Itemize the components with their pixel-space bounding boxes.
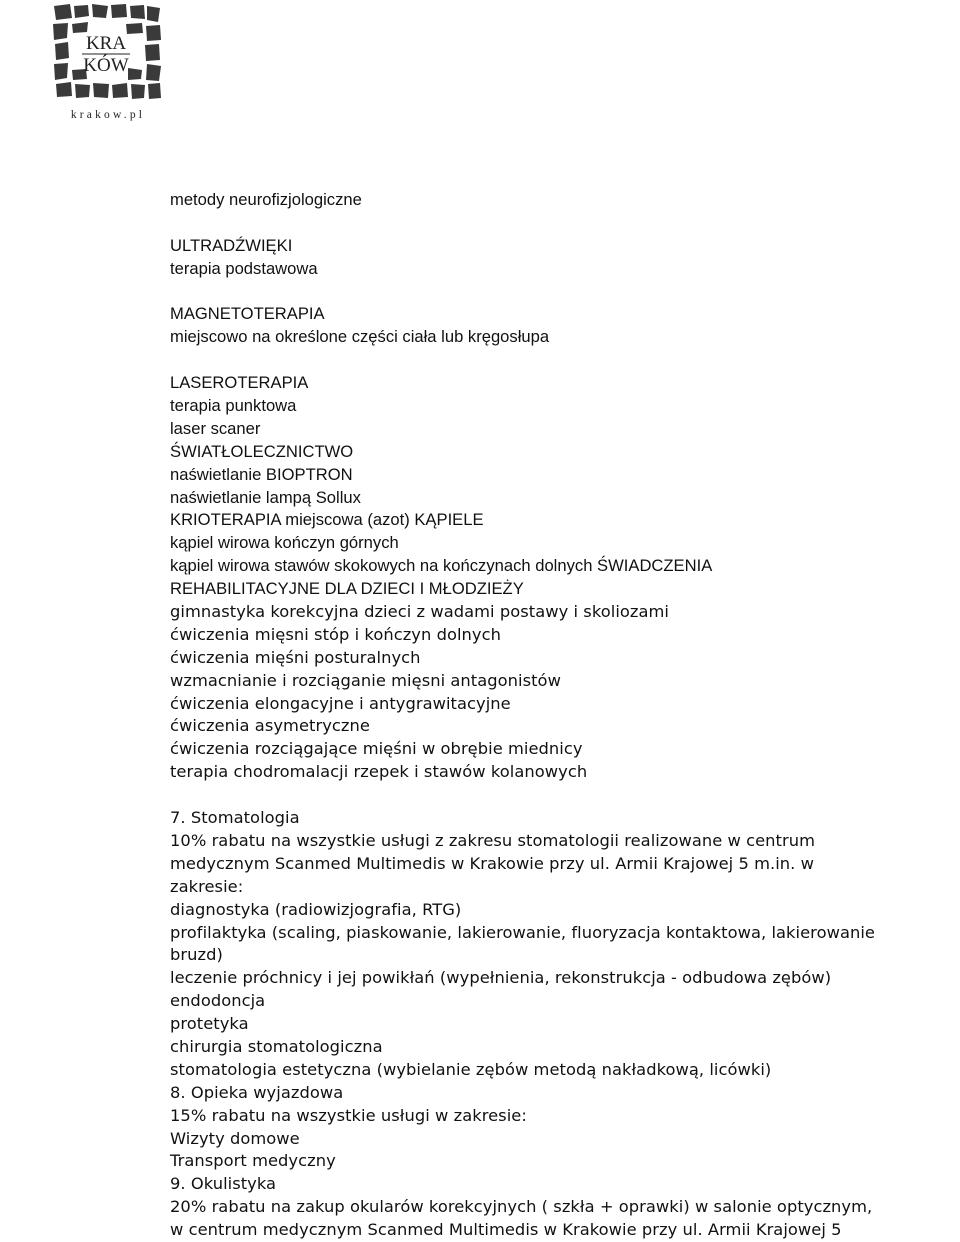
text-line-wzmacnianie-i-rozcia-ganie-mie-sni-antag: wzmacnianie i rozciąganie mięsni antagonistów [170, 670, 561, 690]
text-line-8-opieka-wyjazdowa: 8. Opieka wyjazdowa [170, 1082, 344, 1102]
document-body [170, 189, 960, 1242]
text-line-magnetoterapia: MAGNETOTERAPIA [170, 304, 325, 324]
text-line-20-rabatu-na-zakup-okularo-w-korekcyjnyc: 20% rabatu na zakup okularów korekcyjnych ( szkła + oprawki) w salonie optycznym, [170, 1197, 873, 1217]
text-line-wizyty-domowe: Wizyty domowe [170, 1128, 300, 1148]
text-line-stomatologia-estetyczna-wybielanie-ze-bo: stomatologia estetyczna (wybielanie zębów metodą nakładkową, licówki) [170, 1059, 772, 1079]
text-line-w-centrum-medycznym-scanmed-multimedis-w: w centrum medycznym Scanmed Multimedis w Krakowie przy ul. Armii Krajowej 5 [170, 1220, 842, 1240]
text-line-ka-piel-wirowa-kon-czyn-go-rnych: kąpiel wirowa kończyn górnych [170, 533, 399, 553]
text-line-rehabilitacyjne-dla-dzieci-i-m-odziez-y: REHABILITACYJNE DLA DZIECI I MŁODZIEŻY [170, 579, 524, 599]
text-line-krioterapia-miejscowa-azot-ka-piele: KRIOTERAPIA miejscowa (azot) KĄPIELE [170, 510, 484, 530]
text-line-c-wiczenia-rozcia-gaja-ce-mie-s-ni-w-obr: ćwiczenia rozciągające mięśni w obrębie miednicy [170, 739, 583, 759]
text-line-leczenie-pro-chnicy-i-jej-powik-an-wype-: leczenie próchnicy i jej powikłań (wypełnienia, rekonstrukcja - odbudowa zębów) [170, 968, 832, 988]
blank-line [170, 281, 960, 304]
text-line-laseroterapia: LASEROTERAPIA [170, 373, 309, 393]
text-line-diagnostyka-radiowizjografia-rtg: diagnostyka (radiowizjografia, RTG) [170, 899, 462, 919]
logo-text-top: KRA [85, 33, 127, 54]
blank-line [170, 784, 960, 807]
blank-line [170, 349, 960, 372]
text-line-terapia-chodromalacji-rzepek-i-stawo-w-k: terapia chodromalacji rzepek i stawów kolanowych [170, 762, 588, 782]
text-line-nas-wietlanie-lampa-sollux: naświetlanie lampą Sollux [170, 487, 361, 507]
text-line-9-okulistyka: 9. Okulistyka [170, 1174, 277, 1194]
logo-text-bottom: KÓW [83, 55, 129, 76]
text-line-7-stomatologia: 7. Stomatologia [170, 808, 300, 828]
text-line-protetyka: protetyka [170, 1014, 249, 1034]
text-line-profilaktyka-scaling-piaskowanie-lakiero: profilaktyka (scaling, piaskowanie, lakierowanie, fluoryzacja kontaktowa, lakierowanie [170, 922, 875, 942]
text-line-15-rabatu-na-wszystkie-us-ugi-w-zakresie: 15% rabatu na wszystkie usługi w zakresie: [170, 1105, 527, 1125]
text-line-ka-piel-wirowa-stawo-w-skokowych-na-kon-: kąpiel wirowa stawów skokowych na kończynach dolnych ŚWIADCZENIA [170, 556, 713, 576]
text-line-zakresie: zakresie: [170, 876, 244, 896]
text-line-terapia-podstawowa: terapia podstawowa [170, 258, 318, 278]
text-line-c-wiczenia-mie-s-ni-posturalnych: ćwiczenia mięśni posturalnych [170, 647, 421, 667]
text-line-medycznym-scanmed-multimedis-w-krakowie-: medycznym Scanmed Multimedis w Krakowie przy ul. Armii Krajowej 5 m.in. w [170, 853, 814, 873]
treatment-list [170, 189, 960, 601]
text-line-metody-neurofizjologiczne: metody neurofizjologiczne [170, 190, 362, 209]
text-line-transport-medyczny: Transport medyczny [170, 1151, 336, 1171]
text-line-gimnastyka-korekcyjna-dzieci-z-wadami-po: gimnastyka korekcyjna dzieci z wadami postawy i skoliozami [170, 602, 670, 622]
blank-line [170, 212, 960, 235]
text-line-terapia-punktowa: terapia punktowa [170, 396, 297, 416]
services-list [170, 601, 960, 1242]
text-line-s-wiat-olecznictwo: ŚWIATŁOLECZNICTWO [170, 441, 354, 461]
logo-caption: krakow.pl [70, 109, 146, 121]
text-line-ultradz-wie-ki: ULTRADŹWIĘKI [170, 235, 293, 255]
text-line-10-rabatu-na-wszystkie-us-ugi-z-zakresu-: 10% rabatu na wszystkie usługi z zakresu stomatologii realizowane w centrum [170, 830, 815, 850]
text-line-nas-wietlanie-bioptron: naświetlanie BIOPTRON [170, 464, 353, 484]
text-line-endodoncja: endodoncja [170, 991, 266, 1011]
krakow-logo [48, 0, 166, 124]
text-line-chirurgia-stomatologiczna: chirurgia stomatologiczna [170, 1036, 383, 1056]
text-line-miejscowo-na-okres-lone-cze-s-ci-cia-a-l: miejscowo na określone części ciała lub kręgosłupa [170, 327, 550, 347]
text-line-c-wiczenia-elongacyjne-i-antygrawitacyjn: ćwiczenia elongacyjne i antygrawitacyjne [170, 693, 511, 713]
text-line-c-wiczenia-asymetryczne: ćwiczenia asymetryczne [170, 716, 370, 736]
text-line-laser-scaner: laser scaner [170, 418, 261, 438]
text-line-bruzd: bruzd) [170, 945, 223, 965]
text-line-c-wiczenia-mie-sni-sto-p-i-kon-czyn-doln: ćwiczenia mięsni stóp i kończyn dolnych [170, 624, 501, 644]
